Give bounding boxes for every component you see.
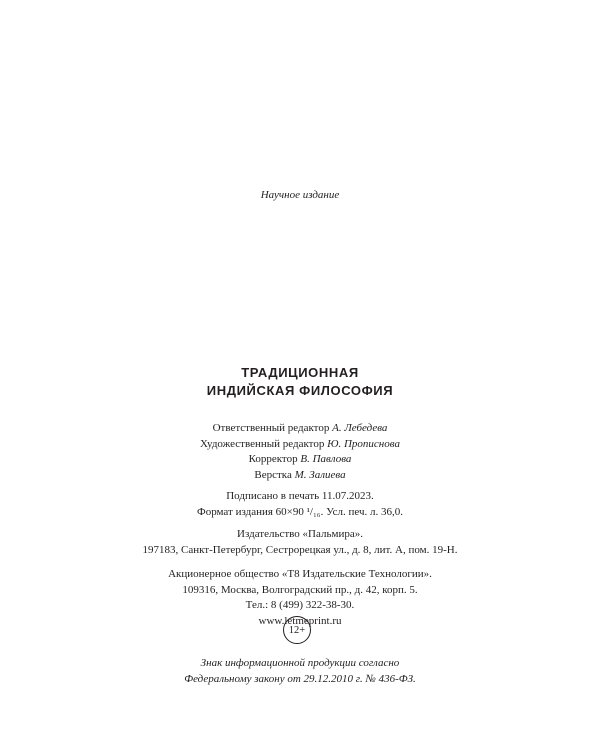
credit-role: Ответственный редактор	[212, 422, 330, 434]
law-note-line-2: Федеральному закону от 29.12.2010 г. № 436-ФЗ.	[184, 672, 416, 685]
title-line-1: ТРАДИЦИОННАЯ	[241, 365, 359, 380]
credit-role: Художественный редактор	[200, 437, 325, 450]
credit-name: Ю. Прописнова	[327, 437, 400, 450]
credit-name: В. Павлова	[300, 453, 352, 465]
credit-role: Корректор	[248, 453, 298, 465]
title-line-2: ИНДИЙСКАЯ ФИЛОСОФИЯ	[206, 383, 394, 398]
publisher-address: 197183, Санкт-Петербург, Сестрорецкая ул., д. 8, лит. А, пом. 19-Н.	[142, 543, 458, 556]
signed-to-print: Подписано в печать 11.07.2023.	[226, 490, 374, 502]
credits-block	[0, 421, 600, 483]
printer-website: www.letmeprint.ru	[258, 614, 342, 627]
publisher-block	[0, 527, 600, 558]
printer-name: Акционерное общество «Т8 Издательские Технологии».	[168, 568, 432, 580]
edition-format: Формат издания 60×90 ¹/₁₆. Усл. печ. л. 36,0.	[197, 505, 403, 518]
book-title	[0, 364, 600, 400]
credit-executive-editor	[0, 421, 600, 437]
age-rating-badge: 12+	[283, 616, 311, 644]
printer-phone: Тел.: 8 (499) 322-38-30.	[245, 599, 355, 611]
law-note	[0, 656, 600, 687]
credit-name: М. Залиева	[294, 468, 346, 481]
printer-address: 109316, Москва, Волгоградский пр., д. 42, корп. 5.	[182, 583, 418, 596]
credit-proofreader	[0, 452, 600, 468]
credit-role: Верстка	[254, 468, 292, 481]
publisher-name: Издательство «Пальмира».	[237, 528, 363, 540]
credit-art-editor	[0, 437, 600, 453]
credit-name: А. Лебедева	[332, 422, 388, 434]
credit-layout	[0, 468, 600, 484]
print-info-block	[0, 489, 600, 520]
edition-type: Научное издание	[260, 189, 340, 201]
law-note-line-1: Знак информационной продукции согласно	[200, 657, 400, 669]
